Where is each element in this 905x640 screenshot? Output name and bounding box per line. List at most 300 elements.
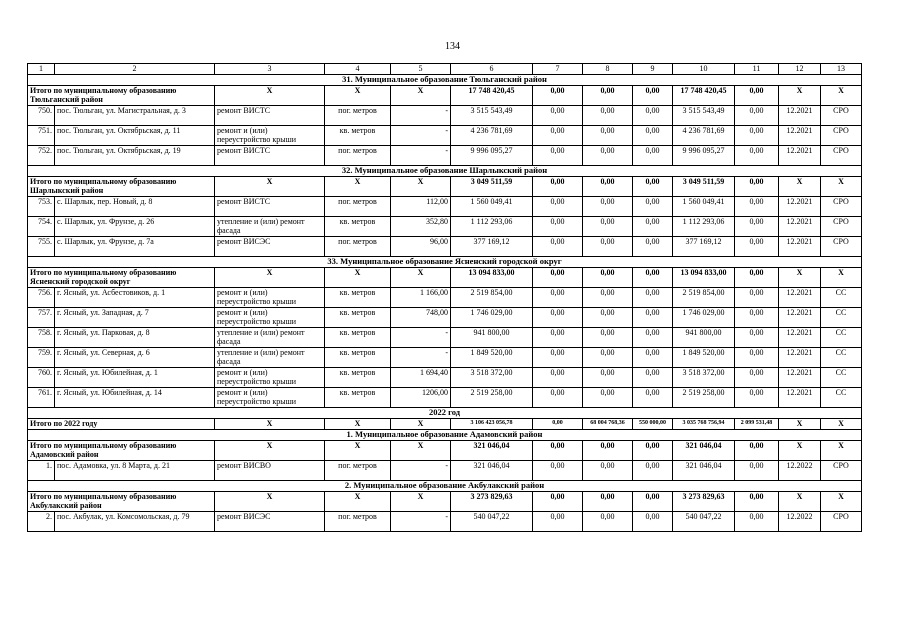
amount-cell: 377 169,12 bbox=[673, 236, 735, 256]
address-cell: пос. Акбулак, ул. Комсомольская, д. 79 bbox=[55, 511, 215, 531]
amount-cell: 0,00 bbox=[633, 85, 673, 105]
amount-cell: 0,00 bbox=[633, 307, 673, 327]
amount-cell: 0,00 bbox=[735, 125, 779, 145]
quantity-cell: - bbox=[391, 347, 451, 367]
x-mark-cell: X bbox=[779, 267, 821, 287]
amount-cell: 321 046,04 bbox=[451, 440, 533, 460]
unit-cell: кв. метров bbox=[325, 216, 391, 236]
amount-cell: 0,00 bbox=[583, 105, 633, 125]
amount-cell: 0,00 bbox=[735, 216, 779, 236]
amount-cell: 321 046,04 bbox=[451, 460, 533, 480]
unit-cell: пог. метров bbox=[325, 460, 391, 480]
amount-cell: 3 035 768 756,94 bbox=[673, 418, 735, 429]
column-number-cell: 13 bbox=[821, 64, 862, 75]
x-mark-cell: X bbox=[325, 418, 391, 429]
address-cell: пос. Тюльган, ул. Октябрьская, д. 19 bbox=[55, 145, 215, 165]
work-type-cell: утепление и (или) ремонт фасада bbox=[215, 327, 325, 347]
quantity-cell: 112,00 bbox=[391, 196, 451, 216]
funding-source-cell: СС bbox=[821, 367, 862, 387]
table-row bbox=[28, 287, 862, 307]
amount-cell: 0,00 bbox=[583, 367, 633, 387]
amount-cell: 0,00 bbox=[735, 307, 779, 327]
x-mark-cell: X bbox=[215, 491, 325, 511]
deadline-cell: 12.2021 bbox=[779, 196, 821, 216]
row-number: 755. bbox=[28, 236, 55, 256]
amount-cell: 1 746 029,00 bbox=[451, 307, 533, 327]
section-title: 2022 год bbox=[28, 407, 862, 418]
funding-source-cell: СС bbox=[821, 327, 862, 347]
table-row bbox=[28, 196, 862, 216]
total-label: Итого по муниципальному образованию Тюльганский район bbox=[28, 85, 215, 105]
deadline-cell: 12.2021 bbox=[779, 105, 821, 125]
work-type-cell: утепление и (или) ремонт фасада bbox=[215, 216, 325, 236]
quantity-cell: 96,00 bbox=[391, 236, 451, 256]
x-mark-cell: X bbox=[779, 440, 821, 460]
amount-cell: 0,00 bbox=[533, 105, 583, 125]
amount-cell: 3 106 423 056,78 bbox=[451, 418, 533, 429]
row-number: 750. bbox=[28, 105, 55, 125]
quantity-cell: - bbox=[391, 105, 451, 125]
amount-cell: 0,00 bbox=[633, 491, 673, 511]
amount-cell: 2 519 258,00 bbox=[673, 387, 735, 407]
amount-cell: 0,00 bbox=[633, 347, 673, 367]
quantity-cell: - bbox=[391, 145, 451, 165]
amount-cell: 0,00 bbox=[735, 327, 779, 347]
amount-cell: 1 112 293,06 bbox=[673, 216, 735, 236]
column-number-cell: 3 bbox=[215, 64, 325, 75]
amount-cell: 0,00 bbox=[583, 176, 633, 196]
amount-cell: 0,00 bbox=[633, 267, 673, 287]
deadline-cell: 12.2021 bbox=[779, 307, 821, 327]
table-row bbox=[28, 511, 862, 531]
address-cell: с. Шарлык, ул. Фрунзе, д. 26 bbox=[55, 216, 215, 236]
row-number: 754. bbox=[28, 216, 55, 236]
table-row bbox=[28, 387, 862, 407]
x-mark-cell: X bbox=[779, 85, 821, 105]
amount-cell: 4 236 781,69 bbox=[451, 125, 533, 145]
table-body bbox=[28, 64, 862, 532]
address-cell: с. Шарлык, пер. Новый, д. 8 bbox=[55, 196, 215, 216]
amount-cell: 0,00 bbox=[583, 216, 633, 236]
amount-cell: 0,00 bbox=[583, 267, 633, 287]
municipality-total-row bbox=[28, 176, 862, 196]
column-number-cell: 9 bbox=[633, 64, 673, 75]
quantity-cell: 748,00 bbox=[391, 307, 451, 327]
unit-cell: пог. метров bbox=[325, 196, 391, 216]
column-number-cell: 12 bbox=[779, 64, 821, 75]
amount-cell: 0,00 bbox=[735, 145, 779, 165]
x-mark-cell: X bbox=[821, 491, 862, 511]
x-mark-cell: X bbox=[391, 491, 451, 511]
quantity-cell: 352,80 bbox=[391, 216, 451, 236]
deadline-cell: 12.2021 bbox=[779, 367, 821, 387]
quantity-cell: - bbox=[391, 460, 451, 480]
amount-cell: 0,00 bbox=[735, 267, 779, 287]
deadline-cell: 12.2021 bbox=[779, 216, 821, 236]
amount-cell: 321 046,04 bbox=[673, 440, 735, 460]
work-type-cell: ремонт ВИСТС bbox=[215, 196, 325, 216]
column-number-cell: 4 bbox=[325, 64, 391, 75]
x-mark-cell: X bbox=[215, 418, 325, 429]
amount-cell: 540 047,22 bbox=[451, 511, 533, 531]
x-mark-cell: X bbox=[325, 491, 391, 511]
unit-cell: кв. метров bbox=[325, 125, 391, 145]
amount-cell: 0,00 bbox=[735, 85, 779, 105]
funding-source-cell: СС bbox=[821, 347, 862, 367]
repair-program-table bbox=[27, 63, 862, 532]
table-row bbox=[28, 367, 862, 387]
amount-cell: 0,00 bbox=[633, 511, 673, 531]
amount-cell: 0,00 bbox=[735, 236, 779, 256]
amount-cell: 3 273 829,63 bbox=[673, 491, 735, 511]
total-label: Итого по 2022 году bbox=[28, 418, 215, 429]
column-number-cell: 7 bbox=[533, 64, 583, 75]
quantity-cell: 1 694,40 bbox=[391, 367, 451, 387]
amount-cell: 0,00 bbox=[533, 287, 583, 307]
x-mark-cell: X bbox=[779, 176, 821, 196]
total-label: Итого по муниципальному образованию Акбулакский район bbox=[28, 491, 215, 511]
x-mark-cell: X bbox=[325, 440, 391, 460]
amount-cell: 0,00 bbox=[633, 216, 673, 236]
quantity-cell: 1 166,00 bbox=[391, 287, 451, 307]
amount-cell: 0,00 bbox=[633, 145, 673, 165]
amount-cell: 0,00 bbox=[633, 460, 673, 480]
row-number: 751. bbox=[28, 125, 55, 145]
amount-cell: 0,00 bbox=[583, 460, 633, 480]
amount-cell: 3 049 511,59 bbox=[673, 176, 735, 196]
amount-cell: 1 746 029,00 bbox=[673, 307, 735, 327]
amount-cell: 0,00 bbox=[633, 125, 673, 145]
amount-cell: 0,00 bbox=[583, 440, 633, 460]
column-number-cell: 2 bbox=[55, 64, 215, 75]
amount-cell: 0,00 bbox=[735, 287, 779, 307]
total-label: Итого по муниципальному образованию Шарлыкский район bbox=[28, 176, 215, 196]
quantity-cell: - bbox=[391, 125, 451, 145]
amount-cell: 0,00 bbox=[633, 440, 673, 460]
x-mark-cell: X bbox=[215, 440, 325, 460]
row-number: 753. bbox=[28, 196, 55, 216]
address-cell: г. Ясный, ул. Асбестовиков, д. 1 bbox=[55, 287, 215, 307]
funding-source-cell: СС bbox=[821, 387, 862, 407]
amount-cell: 1 560 049,41 bbox=[451, 196, 533, 216]
row-number: 758. bbox=[28, 327, 55, 347]
work-type-cell: ремонт и (или) переустройство крыши bbox=[215, 387, 325, 407]
section-heading-row bbox=[28, 165, 862, 176]
amount-cell: 0,00 bbox=[633, 196, 673, 216]
total-label: Итого по муниципальному образованию Ясненский городской округ bbox=[28, 267, 215, 287]
amount-cell: 0,00 bbox=[533, 267, 583, 287]
amount-cell: 0,00 bbox=[735, 347, 779, 367]
amount-cell: 3 049 511,59 bbox=[451, 176, 533, 196]
unit-cell: пог. метров bbox=[325, 236, 391, 256]
amount-cell: 0,00 bbox=[583, 511, 633, 531]
row-number: 759. bbox=[28, 347, 55, 367]
x-mark-cell: X bbox=[821, 267, 862, 287]
address-cell: пос. Тюльган, ул. Магистральная, д. 3 bbox=[55, 105, 215, 125]
amount-cell: 1 560 049,41 bbox=[673, 196, 735, 216]
funding-source-cell: СРО bbox=[821, 216, 862, 236]
amount-cell: 13 094 833,00 bbox=[451, 267, 533, 287]
x-mark-cell: X bbox=[215, 85, 325, 105]
amount-cell: 377 169,12 bbox=[451, 236, 533, 256]
deadline-cell: 12.2021 bbox=[779, 347, 821, 367]
x-mark-cell: X bbox=[821, 418, 862, 429]
column-number-cell: 6 bbox=[451, 64, 533, 75]
total-label: Итого по муниципальному образованию Адамовский район bbox=[28, 440, 215, 460]
row-number: 1. bbox=[28, 460, 55, 480]
amount-cell: 0,00 bbox=[533, 460, 583, 480]
x-mark-cell: X bbox=[391, 440, 451, 460]
table-row bbox=[28, 105, 862, 125]
amount-cell: 0,00 bbox=[533, 307, 583, 327]
amount-cell: 1 849 520,00 bbox=[451, 347, 533, 367]
x-mark-cell: X bbox=[779, 491, 821, 511]
address-cell: пос. Адамовка, ул. 8 Марта, д. 21 bbox=[55, 460, 215, 480]
amount-cell: 0,00 bbox=[735, 367, 779, 387]
table-row bbox=[28, 145, 862, 165]
amount-cell: 0,00 bbox=[533, 418, 583, 429]
amount-cell: 4 236 781,69 bbox=[673, 125, 735, 145]
work-type-cell: ремонт и (или) переустройство крыши bbox=[215, 367, 325, 387]
quantity-cell: - bbox=[391, 327, 451, 347]
amount-cell: 0,00 bbox=[533, 367, 583, 387]
page-number: 134 bbox=[445, 41, 460, 52]
section-heading-row bbox=[28, 407, 862, 418]
quantity-cell: 1206,00 bbox=[391, 387, 451, 407]
work-type-cell: ремонт ВИСТС bbox=[215, 105, 325, 125]
row-number: 752. bbox=[28, 145, 55, 165]
amount-cell: 0,00 bbox=[583, 236, 633, 256]
row-number: 761. bbox=[28, 387, 55, 407]
x-mark-cell: X bbox=[215, 176, 325, 196]
amount-cell: 0,00 bbox=[735, 196, 779, 216]
amount-cell: 0,00 bbox=[735, 440, 779, 460]
row-number: 760. bbox=[28, 367, 55, 387]
amount-cell: 0,00 bbox=[533, 176, 583, 196]
funding-source-cell: СРО bbox=[821, 125, 862, 145]
amount-cell: 2 519 854,00 bbox=[451, 287, 533, 307]
address-cell: пос. Тюльган, ул. Октябрьская, д. 11 bbox=[55, 125, 215, 145]
section-heading-row bbox=[28, 74, 862, 85]
section-heading-row bbox=[28, 256, 862, 267]
column-number-cell: 10 bbox=[673, 64, 735, 75]
deadline-cell: 12.2021 bbox=[779, 387, 821, 407]
address-cell: с. Шарлык, ул. Фрунзе, д. 7а bbox=[55, 236, 215, 256]
x-mark-cell: X bbox=[391, 418, 451, 429]
amount-cell: 2 519 854,00 bbox=[673, 287, 735, 307]
amount-cell: 550 000,00 bbox=[633, 418, 673, 429]
municipality-total-row bbox=[28, 85, 862, 105]
work-type-cell: ремонт ВИСЭС bbox=[215, 511, 325, 531]
table-row bbox=[28, 307, 862, 327]
unit-cell: кв. метров bbox=[325, 367, 391, 387]
x-mark-cell: X bbox=[391, 176, 451, 196]
amount-cell: 941 800,00 bbox=[673, 327, 735, 347]
deadline-cell: 12.2021 bbox=[779, 145, 821, 165]
unit-cell: пог. метров bbox=[325, 105, 391, 125]
amount-cell: 0,00 bbox=[533, 145, 583, 165]
funding-source-cell: СРО bbox=[821, 145, 862, 165]
amount-cell: 0,00 bbox=[633, 236, 673, 256]
unit-cell: кв. метров bbox=[325, 287, 391, 307]
x-mark-cell: X bbox=[821, 176, 862, 196]
amount-cell: 2 519 258,00 bbox=[451, 387, 533, 407]
amount-cell: 9 996 095,27 bbox=[673, 145, 735, 165]
row-number: 2. bbox=[28, 511, 55, 531]
amount-cell: 0,00 bbox=[735, 176, 779, 196]
x-mark-cell: X bbox=[215, 267, 325, 287]
amount-cell: 3 515 543,49 bbox=[673, 105, 735, 125]
amount-cell: 0,00 bbox=[735, 105, 779, 125]
amount-cell: 3 273 829,63 bbox=[451, 491, 533, 511]
x-mark-cell: X bbox=[779, 418, 821, 429]
address-cell: г. Ясный, ул. Западная, д. 7 bbox=[55, 307, 215, 327]
column-number-cell: 8 bbox=[583, 64, 633, 75]
amount-cell: 0,00 bbox=[735, 511, 779, 531]
deadline-cell: 12.2021 bbox=[779, 327, 821, 347]
amount-cell: 0,00 bbox=[583, 85, 633, 105]
work-type-cell: ремонт и (или) переустройство крыши bbox=[215, 287, 325, 307]
amount-cell: 0,00 bbox=[633, 287, 673, 307]
section-title: 32. Муниципальное образование Шарлыкский район bbox=[28, 165, 862, 176]
address-cell: г. Ясный, ул. Парковая, д. 8 bbox=[55, 327, 215, 347]
municipality-total-row bbox=[28, 267, 862, 287]
column-number-cell: 5 bbox=[391, 64, 451, 75]
amount-cell: 3 515 543,49 bbox=[451, 105, 533, 125]
amount-cell: 540 047,22 bbox=[673, 511, 735, 531]
table-row bbox=[28, 327, 862, 347]
amount-cell: 0,00 bbox=[583, 347, 633, 367]
work-type-cell: ремонт ВИСТС bbox=[215, 145, 325, 165]
deadline-cell: 12.2022 bbox=[779, 460, 821, 480]
amount-cell: 0,00 bbox=[533, 216, 583, 236]
x-mark-cell: X bbox=[821, 440, 862, 460]
amount-cell: 17 748 420,45 bbox=[451, 85, 533, 105]
unit-cell: кв. метров bbox=[325, 307, 391, 327]
column-number-cell: 1 bbox=[28, 64, 55, 75]
amount-cell: 0,00 bbox=[633, 105, 673, 125]
section-heading-row bbox=[28, 480, 862, 491]
x-mark-cell: X bbox=[325, 85, 391, 105]
amount-cell: 9 996 095,27 bbox=[451, 145, 533, 165]
deadline-cell: 12.2021 bbox=[779, 236, 821, 256]
section-title: 31. Муниципальное образование Тюльганский район bbox=[28, 74, 862, 85]
amount-cell: 941 800,00 bbox=[451, 327, 533, 347]
amount-cell: 0,00 bbox=[633, 327, 673, 347]
amount-cell: 68 004 768,36 bbox=[583, 418, 633, 429]
unit-cell: пог. метров bbox=[325, 145, 391, 165]
amount-cell: 0,00 bbox=[735, 491, 779, 511]
amount-cell: 0,00 bbox=[533, 236, 583, 256]
unit-cell: кв. метров bbox=[325, 387, 391, 407]
amount-cell: 3 518 372,00 bbox=[451, 367, 533, 387]
amount-cell: 0,00 bbox=[583, 327, 633, 347]
amount-cell: 0,00 bbox=[533, 511, 583, 531]
deadline-cell: 12.2022 bbox=[779, 511, 821, 531]
row-number: 757. bbox=[28, 307, 55, 327]
amount-cell: 17 748 420,45 bbox=[673, 85, 735, 105]
amount-cell: 0,00 bbox=[583, 287, 633, 307]
amount-cell: 0,00 bbox=[735, 387, 779, 407]
address-cell: г. Ясный, ул. Юбилейная, д. 14 bbox=[55, 387, 215, 407]
table-row bbox=[28, 125, 862, 145]
row-number: 756. bbox=[28, 287, 55, 307]
work-type-cell: ремонт ВИСВО bbox=[215, 460, 325, 480]
section-title: 2. Муниципальное образование Акбулакский район bbox=[28, 480, 862, 491]
deadline-cell: 12.2021 bbox=[779, 287, 821, 307]
work-type-cell: ремонт и (или) переустройство крыши bbox=[215, 125, 325, 145]
amount-cell: 1 112 293,06 bbox=[451, 216, 533, 236]
year-total-row bbox=[28, 418, 862, 429]
section-title: 33. Муниципальное образование Ясненский городской округ bbox=[28, 256, 862, 267]
funding-source-cell: СРО bbox=[821, 511, 862, 531]
amount-cell: 3 518 372,00 bbox=[673, 367, 735, 387]
amount-cell: 0,00 bbox=[583, 145, 633, 165]
amount-cell: 13 094 833,00 bbox=[673, 267, 735, 287]
amount-cell: 0,00 bbox=[533, 440, 583, 460]
funding-source-cell: СРО bbox=[821, 105, 862, 125]
unit-cell: кв. метров bbox=[325, 327, 391, 347]
column-number-row bbox=[28, 64, 862, 75]
amount-cell: 0,00 bbox=[633, 387, 673, 407]
amount-cell: 0,00 bbox=[583, 196, 633, 216]
funding-source-cell: СРО bbox=[821, 196, 862, 216]
x-mark-cell: X bbox=[325, 176, 391, 196]
unit-cell: пог. метров bbox=[325, 511, 391, 531]
municipality-total-row bbox=[28, 440, 862, 460]
amount-cell: 0,00 bbox=[533, 196, 583, 216]
table-row bbox=[28, 216, 862, 236]
amount-cell: 0,00 bbox=[583, 387, 633, 407]
amount-cell: 0,00 bbox=[533, 491, 583, 511]
table-row bbox=[28, 236, 862, 256]
x-mark-cell: X bbox=[821, 85, 862, 105]
amount-cell: 0,00 bbox=[633, 367, 673, 387]
amount-cell: 0,00 bbox=[533, 125, 583, 145]
address-cell: г. Ясный, ул. Северная, д. 6 bbox=[55, 347, 215, 367]
address-cell: г. Ясный, ул. Юбилейная, д. 1 bbox=[55, 367, 215, 387]
x-mark-cell: X bbox=[325, 267, 391, 287]
amount-cell: 0,00 bbox=[583, 307, 633, 327]
amount-cell: 0,00 bbox=[533, 327, 583, 347]
work-type-cell: ремонт и (или) переустройство крыши bbox=[215, 307, 325, 327]
work-type-cell: утепление и (или) ремонт фасада bbox=[215, 347, 325, 367]
work-type-cell: ремонт ВИСЭС bbox=[215, 236, 325, 256]
amount-cell: 0,00 bbox=[735, 460, 779, 480]
x-mark-cell: X bbox=[391, 85, 451, 105]
amount-cell: 0,00 bbox=[583, 125, 633, 145]
section-heading-row bbox=[28, 429, 862, 440]
amount-cell: 0,00 bbox=[533, 347, 583, 367]
amount-cell: 0,00 bbox=[583, 491, 633, 511]
funding-source-cell: СРО bbox=[821, 460, 862, 480]
x-mark-cell: X bbox=[391, 267, 451, 287]
amount-cell: 0,00 bbox=[633, 176, 673, 196]
funding-source-cell: СС bbox=[821, 287, 862, 307]
table-row bbox=[28, 347, 862, 367]
amount-cell: 321 046,04 bbox=[673, 460, 735, 480]
deadline-cell: 12.2021 bbox=[779, 125, 821, 145]
amount-cell: 2 099 531,48 bbox=[735, 418, 779, 429]
column-number-cell: 11 bbox=[735, 64, 779, 75]
unit-cell: кв. метров bbox=[325, 347, 391, 367]
section-title: 1. Муниципальное образование Адамовский район bbox=[28, 429, 862, 440]
amount-cell: 1 849 520,00 bbox=[673, 347, 735, 367]
table-row bbox=[28, 460, 862, 480]
amount-cell: 0,00 bbox=[533, 85, 583, 105]
funding-source-cell: СРО bbox=[821, 236, 862, 256]
quantity-cell: - bbox=[391, 511, 451, 531]
